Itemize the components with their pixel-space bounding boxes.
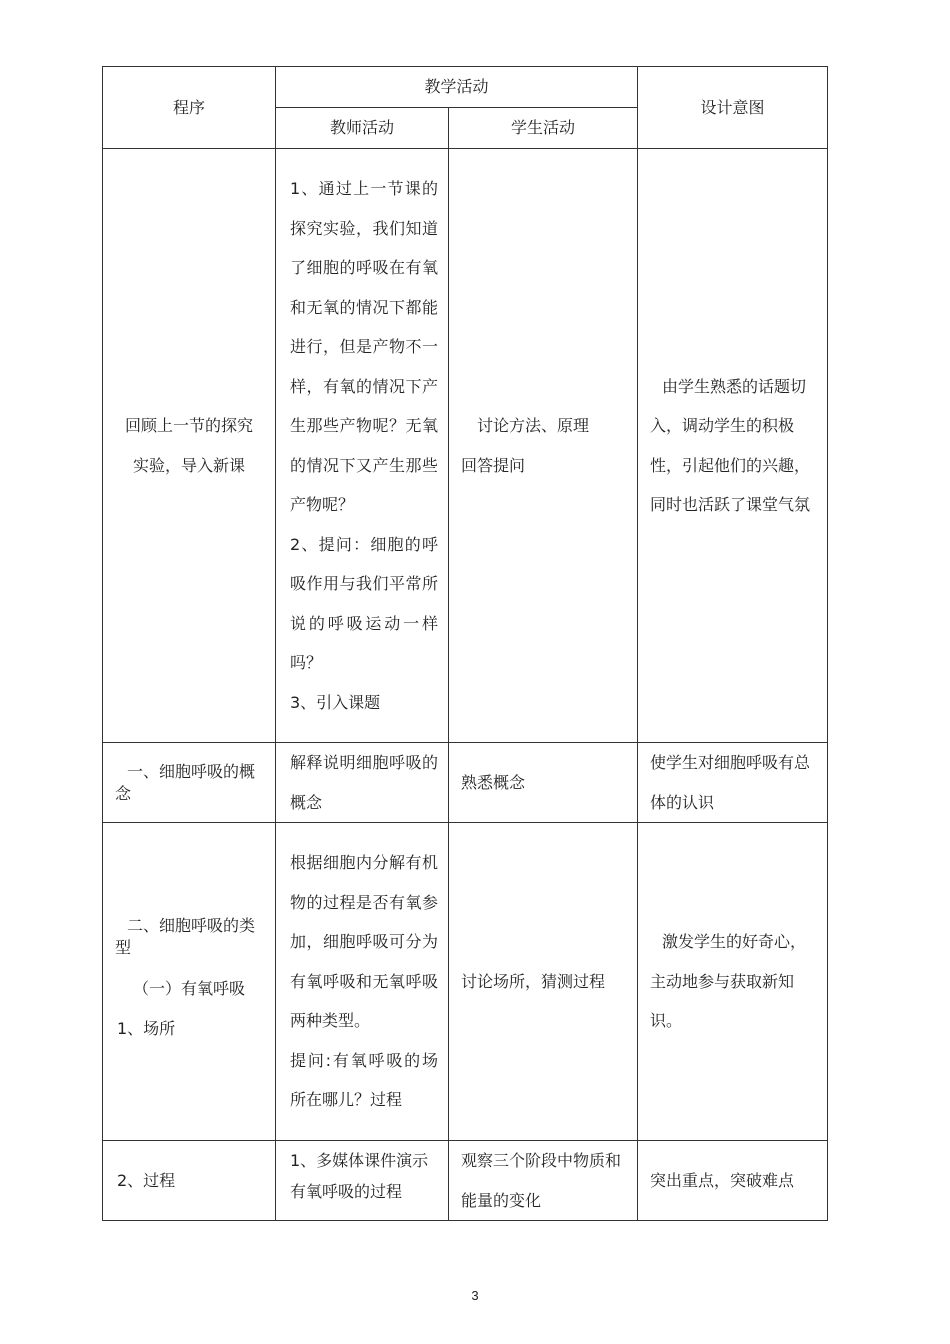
header-row bbox=[103, 67, 828, 108]
procedure-cell: 2、过程 bbox=[103, 1141, 276, 1221]
teacher-activity-cell: 解释说明细胞呼吸的概念 bbox=[276, 743, 449, 823]
procedure-cell: 二、细胞呼吸的类型 （一）有氧呼吸 1、场所 bbox=[103, 823, 276, 1141]
student-activity-cell: 观察三个阶段中物质和能量的变化 bbox=[449, 1141, 638, 1221]
table-row bbox=[103, 149, 828, 743]
student-activity-cell: 讨论场所，猜测过程 bbox=[449, 823, 638, 1141]
teacher-activity-cell: 1、多媒体课件演示 有氧呼吸的过程 bbox=[276, 1141, 449, 1221]
design-intent-cell: 使学生对细胞呼吸有总体的认识 bbox=[638, 743, 828, 823]
design-intent-cell: 激发学生的好奇心，主动地参与获取新知识。 bbox=[638, 823, 828, 1141]
header-teacher-activity: 教师活动 bbox=[276, 108, 449, 149]
design-intent-cell: 突出重点，突破难点 bbox=[638, 1141, 828, 1221]
page-number: 3 bbox=[471, 1288, 479, 1303]
teacher-activity-cell: 根据细胞内分解有机物的过程是否有氧参加，细胞呼吸可分为有氧呼吸和无氧呼吸两种类型。 提问:有氧呼吸的场所在哪儿？过程 bbox=[276, 823, 449, 1141]
header-student-activity: 学生活动 bbox=[449, 108, 638, 149]
header-design-intent: 设计意图 bbox=[638, 67, 828, 149]
table-row bbox=[103, 743, 828, 823]
teacher-activity-cell: 1、通过上一节课的探究实验，我们知道了细胞的呼吸在有氧和无氧的情况下都能进行，但是产物不一样，有氧的情况下产生那些产物呢？无氧的情况下又产生那些产物呢？ 2、提问：细胞的呼吸作用与我们平常所说的呼吸运动一样吗？ 3、引入课题 bbox=[276, 149, 449, 743]
student-activity-cell: 讨论方法、原理 回答提问 bbox=[449, 149, 638, 743]
student-activity-cell: 熟悉概念 bbox=[449, 743, 638, 823]
table-row bbox=[103, 1141, 828, 1221]
procedure-cell: 一、细胞呼吸的概念 bbox=[103, 743, 276, 823]
header-teaching-activities: 教学活动 bbox=[276, 67, 638, 108]
design-intent-cell: 由学生熟悉的话题切入，调动学生的积极性，引起他们的兴趣，同时也活跃了课堂气氛 bbox=[638, 149, 828, 743]
header-procedure: 程序 bbox=[103, 67, 276, 149]
procedure-cell: 回顾上一节的探究 实验，导入新课 bbox=[103, 149, 276, 743]
lesson-plan-table bbox=[102, 66, 828, 1221]
table-row bbox=[103, 823, 828, 1141]
